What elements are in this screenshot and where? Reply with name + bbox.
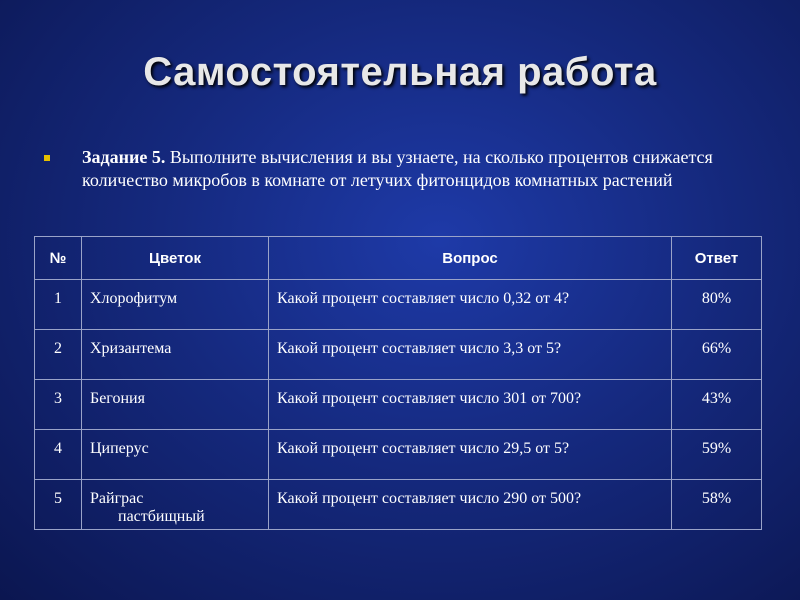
row-flower-line1: Райграс bbox=[90, 490, 144, 507]
row-answer: 59% bbox=[672, 430, 762, 480]
row-number: 5 bbox=[35, 480, 82, 530]
task-body bbox=[82, 146, 746, 192]
header-question: Вопрос bbox=[269, 237, 672, 280]
table-header-row bbox=[35, 237, 762, 280]
row-answer: 66% bbox=[672, 330, 762, 380]
table-row bbox=[35, 480, 762, 530]
task-text: Выполните вычисления и вы узнаете, на сколько процентов снижается количество микробов в комнате от летучих фитонцидов комнатных растений bbox=[82, 147, 713, 190]
row-number: 2 bbox=[35, 330, 82, 380]
task-paragraph bbox=[46, 146, 746, 192]
row-answer: 43% bbox=[672, 380, 762, 430]
row-flower: Хризантема bbox=[82, 330, 269, 380]
table-row bbox=[35, 330, 762, 380]
answers-table bbox=[34, 236, 762, 530]
row-flower: Хлорофитум bbox=[82, 280, 269, 330]
row-number: 1 bbox=[35, 280, 82, 330]
row-question: Какой процент составляет число 290 от 500? bbox=[269, 480, 672, 530]
row-number: 3 bbox=[35, 380, 82, 430]
row-flower-line2: пастбищный bbox=[118, 508, 205, 525]
task-label: Задание 5. bbox=[82, 147, 166, 167]
row-flower bbox=[82, 480, 269, 530]
row-flower: Бегония bbox=[82, 380, 269, 430]
row-question: Какой процент составляет число 301 от 700? bbox=[269, 380, 672, 430]
slide-title: Самостоятельная работа bbox=[143, 50, 657, 94]
row-answer: 80% bbox=[672, 280, 762, 330]
row-number: 4 bbox=[35, 430, 82, 480]
bullet-icon bbox=[44, 155, 50, 161]
table-row bbox=[35, 380, 762, 430]
row-question: Какой процент составляет число 29,5 от 5? bbox=[269, 430, 672, 480]
row-flower: Циперус bbox=[82, 430, 269, 480]
row-question: Какой процент составляет число 0,32 от 4? bbox=[269, 280, 672, 330]
row-answer: 58% bbox=[672, 480, 762, 530]
header-flower: Цветок bbox=[82, 237, 269, 280]
table-row bbox=[35, 280, 762, 330]
row-question: Какой процент составляет число 3,3 от 5? bbox=[269, 330, 672, 380]
header-number: № bbox=[35, 237, 82, 280]
table-row bbox=[35, 430, 762, 480]
header-answer: Ответ bbox=[672, 237, 762, 280]
